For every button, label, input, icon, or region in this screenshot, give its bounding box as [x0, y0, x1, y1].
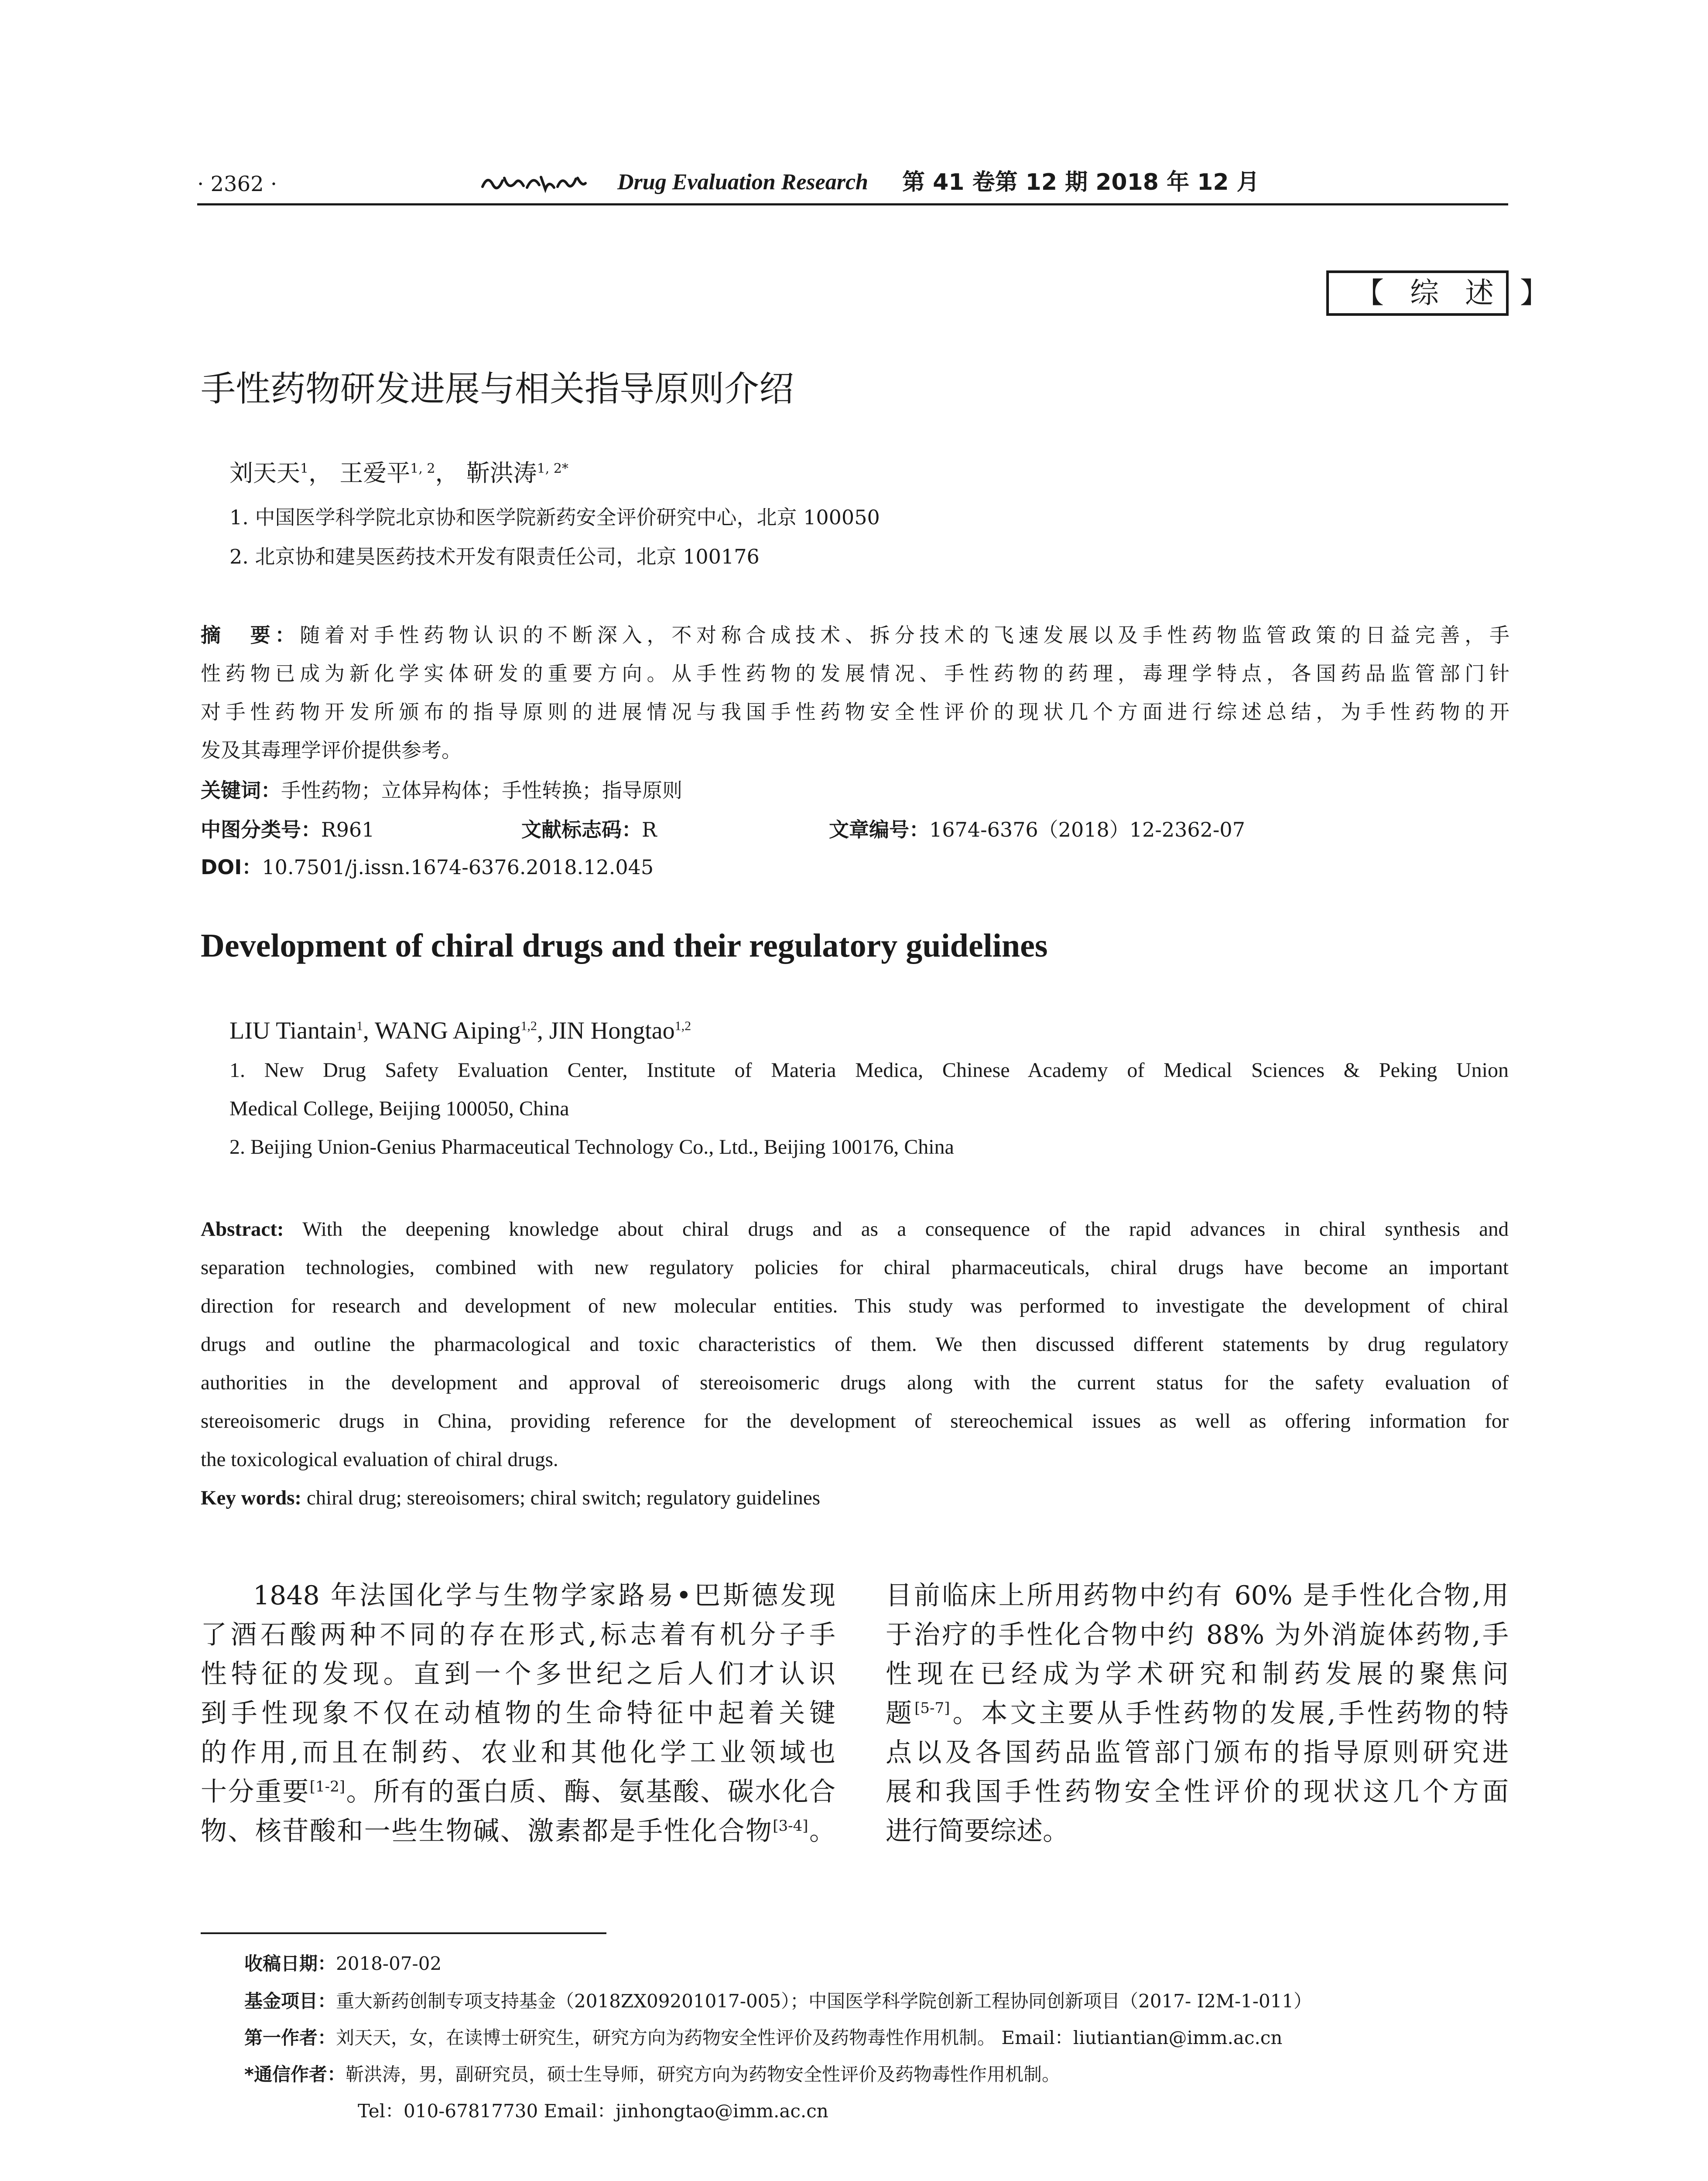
volume-issue: 第 41 卷第 12 期 2018 年 12 月 — [902, 169, 1260, 195]
cn-affiliation: 1. 中国医学科学院北京协和医学院新药安全评价研究中心，北京 100050 — [229, 506, 880, 529]
page-number: · 2362 · — [197, 172, 277, 196]
en-authors: LIU Tiantain$^1$, WANG Aiping$^{1,2}$, JIN Hongtao$^{1,2}$ — [229, 1017, 691, 1044]
en-abstract-line: the toxicological evaluation of chiral drugs. — [201, 1448, 558, 1471]
en-keywords: Key words: chiral drug; stereoisomers; chiral switch; regulatory guidelines — [201, 1487, 821, 1509]
en-abstract-line: drugs and outline the pharmacological and toxic characteristics of them. We then discussed different statements by drug regulatory — [201, 1333, 1509, 1356]
en-affiliation: 2. Beijing Union-Genius Pharmaceutical Technology Co., Ltd., Beijing 100176, China — [229, 1135, 954, 1159]
cn-author-sup: 1, 2 — [410, 461, 435, 476]
en-keywords-label: Key words: — [201, 1487, 302, 1509]
cn-author-name: 刘天天 — [229, 459, 300, 487]
en-abstract-line: direction for research and development of new molecular entities. This study was performed to investigate the development of chiral — [201, 1295, 1509, 1317]
cn-abstract-line: 对手性药物开发所颁布的指导原则的进展情况与我国手性药物安全性评价的现状几个方面进行综述总结，为手性药物的开 — [201, 700, 1509, 724]
cn-author-sup: 1, 2* — [537, 461, 568, 476]
cn-keywords-label: 关键词： — [201, 779, 281, 802]
body-line: 进行简要综述。 — [886, 1816, 1069, 1846]
header-rule — [197, 203, 1508, 205]
en-abstract-line: Abstract: With the deepening knowledge about chiral drugs and as a consequence of the rapid advances in chiral synthesis and — [201, 1218, 1509, 1241]
footnote-received: 收稿日期：2018-07-02 — [244, 1953, 442, 1974]
body-line: 性特征的发现。直到一个多世纪之后人们才认识 — [201, 1659, 835, 1689]
body-line: 题[5-7]。本文主要从手性药物的发展,手性药物的特 — [886, 1698, 1509, 1729]
cn-author-name: 靳洪涛 — [466, 459, 537, 487]
en-abstract-line: stereoisomeric drugs in China, providing reference for the development of stereochemical issues as well as offering information for — [201, 1410, 1509, 1432]
cn-keywords-value: 手性药物；立体异构体；手性转换；指导原则 — [281, 779, 682, 802]
cn-doi: DOI：10.7501/j.issn.1674-6376.2018.12.045 — [201, 855, 654, 879]
footnote-rule — [201, 1932, 606, 1934]
body-line: 十分重要[1-2]。所有的蛋白质、酶、氨基酸、碳水化合 — [201, 1777, 836, 1807]
body-line: 1848 年法国化学与生物学家路易•巴斯德发现 — [253, 1580, 835, 1611]
cn-author-name: 王爱平 — [339, 459, 411, 487]
footnote-fund: 基金项目：重大新药创制专项支持基金（2018ZX09201017-005）；中国医学科学院创新工程协同创新项目（2017- I2M-1-011） — [244, 1990, 1312, 2012]
cn-title: 手性药物研发进展与相关指导原则介绍 — [201, 369, 794, 409]
footnote-corresponding: *通信作者：靳洪涛，男，副研究员，硕士生导师，研究方向为药物安全性评价及药物毒性作用机制。 — [244, 2064, 1060, 2085]
journal-logo — [479, 169, 588, 197]
citation: [3-4] — [773, 1817, 808, 1835]
cn-abstract-line: 性药物已成为新化学实体研发的重要方向。从手性药物的发展情况、手性药物的药理，毒理学特点，各国药品监管部门针 — [201, 662, 1509, 685]
en-affiliation: 1. New Drug Safety Evaluation Center, Institute of Materia Medica, Chinese Academy of Medical Sciences & Peking Union — [229, 1059, 1509, 1082]
cn-keywords — [201, 777, 682, 803]
cn-authors: 刘天天$^1$， 王爱平$^{1, 2}$， 靳洪涛$^{1, 2*}$ — [229, 459, 568, 487]
en-abstract-line: separation technologies, combined with new regulatory policies for chiral pharmaceuticals, chiral drugs have become an important — [201, 1256, 1509, 1279]
body-line: 展和我国手性药物安全性评价的现状这几个方面 — [886, 1777, 1509, 1807]
journal-name: Drug Evaluation Research — [617, 170, 868, 195]
citation: [1-2] — [309, 1778, 346, 1795]
body-line: 到手性现象不仅在动植物的生命特征中起着关键 — [201, 1698, 835, 1729]
cn-abstract-line: 摘 要：随着对手性药物认识的不断深入，不对称合成技术、拆分技术的飞速发展以及手性药物监管政策的日益完善，手 — [201, 623, 1510, 647]
body-line: 的作用,而且在制药、农业和其他化学工业领域也 — [201, 1737, 835, 1768]
cn-abstract-line: 发及其毒理学评价提供参考。 — [201, 738, 462, 762]
cn-affiliation: 2. 北京协和建昊医药技术开发有限责任公司，北京 100176 — [229, 545, 760, 568]
body-line: 物、核苷酸和一些生物碱、激素都是手性化合物[3-4]。 — [201, 1816, 836, 1846]
cn-classification: 中图分类号：R961 — [201, 818, 375, 841]
en-title: Development of chiral drugs and their regulatory guidelines — [201, 927, 1048, 964]
section-tag: 【综述】 — [1326, 270, 1509, 316]
cn-article-number: 文章编号：1674-6376（2018）12-2362-07 — [829, 818, 1245, 841]
citation: [5-7] — [914, 1699, 950, 1717]
cn-abstract-label: 摘 要： — [201, 623, 300, 647]
footnote-first-author: 第一作者：刘天天，女，在读博士研究生，研究方向为药物安全性评价及药物毒性作用机制。 Email：liutiantian@imm.ac.cn — [244, 2027, 1283, 2048]
cn-author-sup: 1 — [300, 461, 309, 476]
body-line: 点以及各国药品监管部门颁布的指导原则研究进 — [886, 1737, 1509, 1768]
body-line: 了酒石酸两种不同的存在形式,标志着有机分子手 — [201, 1620, 835, 1650]
cn-document-code: 文献标志码：R — [521, 818, 657, 841]
body-line: 性现在已经成为学术研究和制药发展的聚焦问 — [886, 1659, 1509, 1689]
body-line: 于治疗的手性化合物中约 88% 为外消旋体药物,手 — [886, 1620, 1509, 1650]
en-abstract-label: Abstract: — [201, 1218, 284, 1241]
footnote-contact: Tel：010-67817730 Email：jinhongtao@imm.ac.cn — [358, 2100, 828, 2122]
body-line: 目前临床上所用药物中约有 60% 是手性化合物,用 — [886, 1580, 1509, 1611]
en-abstract-line: authorities in the development and approval of stereoisomeric drugs along with the current status for the safety evaluation of — [201, 1371, 1509, 1394]
en-affiliation: Medical College, Beijing 100050, China — [229, 1097, 569, 1120]
